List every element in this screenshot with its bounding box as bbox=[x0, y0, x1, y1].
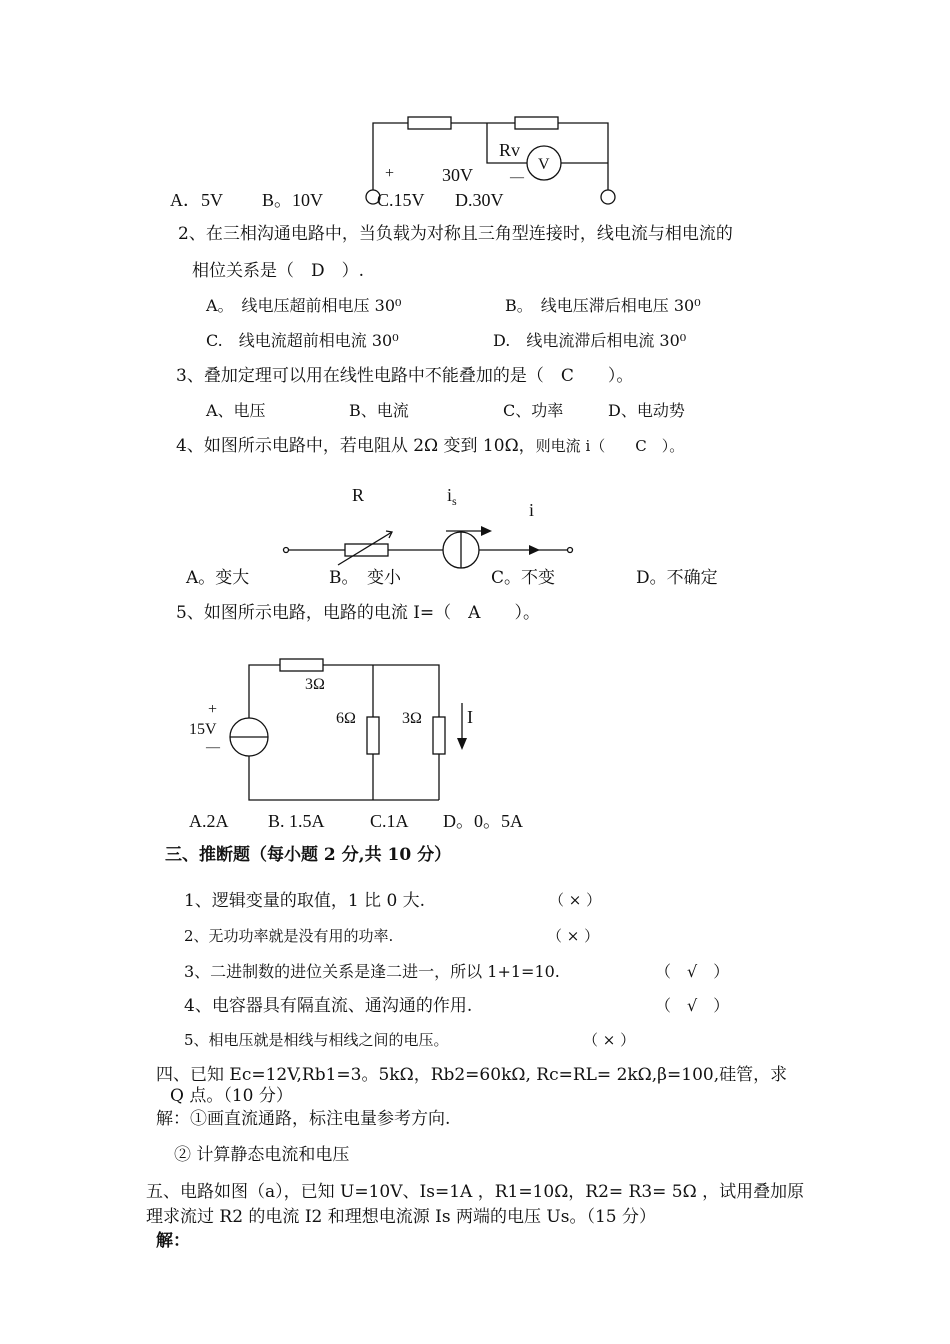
resistor-3ohm-right-label: 3Ω bbox=[402, 710, 422, 727]
resistor-r-label: R bbox=[352, 485, 365, 505]
q5-option-c: C.1A bbox=[370, 811, 409, 831]
q4-stem-main: 4、如图所示电路中，若电阻从 2Ω 变到 10Ω， bbox=[176, 436, 536, 456]
tf-answer-4: （ √ ） bbox=[655, 996, 730, 1015]
tf-item-3: 3、二进制数的进位关系是逢二进一，所以 1+1=10. bbox=[184, 962, 560, 981]
tf-item-5: 5、相电压就是相线与相线之间的电压。 bbox=[184, 1031, 449, 1049]
is-main: i bbox=[447, 485, 453, 505]
resistor-6ohm-label: 6Ω bbox=[336, 710, 356, 727]
source-voltage: 15V bbox=[189, 721, 217, 738]
section4-line1: 四、已知 Ec=12V,Rb1=3。5kΩ，Rb2=60kΩ, Rc=RL= 2kΩ,β=100,硅管，求 bbox=[156, 1065, 788, 1085]
section5-line2: 理求流过 R2 的电流 I2 和理想电流源 Is 两端的电压 Us。（15 分） bbox=[146, 1207, 656, 1227]
q1-option-a: A．5V bbox=[170, 190, 223, 210]
tf-item-2: 2、无功功率就是没有用的功率. bbox=[184, 927, 394, 945]
q1-option-c: C.15V bbox=[377, 190, 425, 210]
q5-option-d: D。0。5A bbox=[443, 811, 523, 831]
section4-line2: Q 点。（10 分） bbox=[170, 1086, 293, 1106]
q4-option-c: C。不变 bbox=[491, 568, 556, 588]
is-sub: s bbox=[452, 494, 457, 508]
section3-title: 三、推断题（每小题 2 分,共 10 分） bbox=[165, 845, 452, 865]
q3-stem: 3、叠加定理可以用在线性电路中不能叠加的是（ C ）。 bbox=[176, 366, 634, 386]
q5-option-a: A.2A bbox=[189, 811, 229, 831]
tf-item-4: 4、电容器具有隔直流、通沟通的作用. bbox=[184, 996, 473, 1016]
q5-option-b: B. 1.5A bbox=[268, 811, 325, 831]
tf-answer-1: （ × ） bbox=[549, 891, 602, 909]
section5-solution-label: 解： bbox=[156, 1231, 190, 1251]
tf-answer-2: （ × ） bbox=[547, 927, 600, 945]
q1-option-d: D.30V bbox=[455, 190, 504, 210]
q4-stem-tail: 则电流 i（ C ）。 bbox=[535, 437, 685, 455]
rv-label: Rv bbox=[499, 140, 521, 160]
current-i-label: I bbox=[467, 707, 473, 727]
resistor-3ohm-top-label: 3Ω bbox=[305, 676, 325, 693]
section5-line1: 五、电路如图（a），已知 U=10V、Is=1A ，R1=10Ω，R2= R3= 5Ω ，试用叠加原 bbox=[146, 1182, 805, 1202]
current-i-label: i bbox=[529, 500, 535, 520]
source-plus: + bbox=[208, 701, 218, 718]
q2-option-a: A。 线电压超前相电压 30⁰ bbox=[206, 296, 402, 315]
section4-solution-step2: ② 计算静态电流和电压 bbox=[174, 1145, 350, 1165]
q2-option-c: C. 线电流超前相电流 30⁰ bbox=[206, 331, 399, 350]
source-minus: — bbox=[206, 740, 220, 755]
q3-option-c: C、功率 bbox=[503, 401, 564, 420]
tf-answer-5: （ × ） bbox=[583, 1031, 636, 1049]
q2-option-d: D. 线电流滞后相电流 30⁰ bbox=[493, 331, 687, 350]
source-minus: — bbox=[510, 170, 524, 185]
q3-option-b: B、电流 bbox=[349, 401, 409, 420]
tf-item-1: 1、逻辑变量的取值，1 比 0 大. bbox=[184, 891, 426, 911]
q3-option-a: A、电压 bbox=[206, 401, 266, 420]
q4-option-d: D。不确定 bbox=[636, 568, 718, 588]
q4-option-b: B。 变小 bbox=[329, 568, 401, 588]
source-plus: + bbox=[385, 165, 395, 182]
q5-stem: 5、如图所示电路，电路的电流 I=（ A ）。 bbox=[176, 603, 540, 623]
q2-stem-line1: 2、在三相沟通电路中，当负载为对称且三角型连接时，线电流与相电流的 bbox=[178, 224, 733, 244]
q2-stem-line2: 相位关系是（ D ）. bbox=[192, 261, 365, 281]
voltmeter-symbol: V bbox=[538, 156, 550, 173]
q2-option-b: B。 线电压滞后相电压 30⁰ bbox=[505, 296, 701, 315]
q1-option-b: B。10V bbox=[262, 190, 324, 210]
q3-option-d: D、电动势 bbox=[608, 401, 685, 420]
q4-option-a: A。变大 bbox=[186, 568, 250, 588]
source-voltage: 30V bbox=[442, 165, 473, 185]
tf-answer-3: （ √ ） bbox=[655, 962, 730, 981]
section4-solution-step1: 解：①画直流通路，标注电量参考方向. bbox=[156, 1109, 451, 1129]
